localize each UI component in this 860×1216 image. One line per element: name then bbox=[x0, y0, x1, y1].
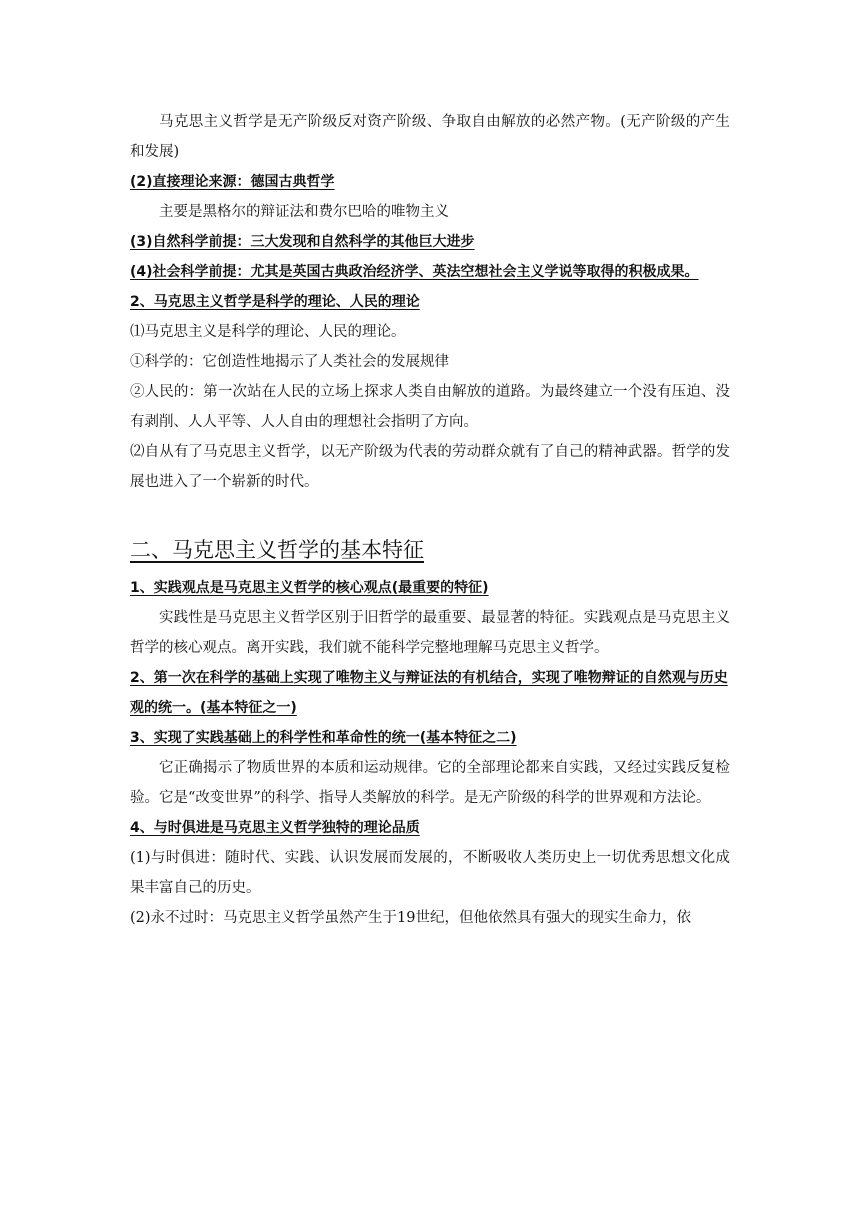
heading-natural-science-premise: (3)自然科学前提：三大发现和自然科学的其他巨大进步 bbox=[130, 234, 475, 250]
heading-materialism-dialectics: 2、第一次在科学的基础上实现了唯物主义与辩证法的有机结合，实现了唯物辩证的自然观与历史观的统一。(基本特征之一) bbox=[130, 670, 728, 716]
paragraph-practice-feature: 实践性是马克思主义哲学区别于旧哲学的最重要、最显著的特征。实践观点是马克思主义哲学的核心观点。离开实践，我们就不能科学完整地理解马克思主义哲学。 bbox=[130, 610, 730, 656]
heading-practice-core-view: 1、实践观点是马克思主义哲学的核心观点(最重要的特征) bbox=[130, 580, 489, 596]
heading-direct-theory-source: (2)直接理论来源：德国古典哲学 bbox=[130, 174, 335, 190]
heading-science-revolution-unity: 3、实现了实践基础上的科学性和革命性的统一(基本特征之二) bbox=[130, 730, 517, 746]
paragraph-hegel-feuerbach: 主要是黑格尔的辩证法和费尔巴哈的唯物主义 bbox=[159, 204, 449, 220]
section-title-basic-features: 二、马克思主义哲学的基本特征 bbox=[130, 538, 424, 562]
paragraph-proletariat-origin: 马克思主义哲学是无产阶级反对资产阶级、争取自由解放的必然产物。(无产阶级的产生和发展) bbox=[130, 114, 730, 160]
heading-social-science-premise: (4)社会科学前提：尤其是英国古典政治经济学、英法空想社会主义学说等取得的积极成果。 bbox=[130, 264, 699, 280]
paragraph-scientific-aspect: ①科学的：它创造性地揭示了人类社会的发展规律 bbox=[130, 354, 449, 370]
heading-keep-pace-with-times: 4、与时俱进是马克思主义哲学独特的理论品质 bbox=[130, 820, 420, 836]
paragraph-change-world: 它正确揭示了物质世界的本质和运动规律。它的全部理论都来自实践，又经过实践反复检验。它是“改变世界”的科学、指导人类解放的科学。是无产阶级的科学的世界观和方法论。 bbox=[130, 760, 730, 806]
section-gap bbox=[130, 497, 730, 533]
paragraph-people-aspect: ②人民的：第一次站在人民的立场上探求人类自由解放的道路。为最终建立一个没有压迫、没有剥削、人人平等、人人自由的理想社会指明了方向。 bbox=[130, 384, 730, 430]
paragraph-spiritual-weapon: ⑵自从有了马克思主义哲学，以无产阶级为代表的劳动群众就有了自己的精神武器。哲学的发展也进入了一个崭新的时代。 bbox=[130, 444, 730, 490]
paragraph-keep-pace-definition: (1)与时俱进：随时代、实践、认识发展而发展的，不断吸收人类历史上一切优秀思想文化成果丰富自己的历史。 bbox=[130, 850, 730, 896]
heading-scientific-people-theory: 2、马克思主义哲学是科学的理论、人民的理论 bbox=[130, 294, 420, 310]
paragraph-marxism-scientific: ⑴马克思主义是科学的理论、人民的理论。 bbox=[130, 324, 406, 340]
paragraph-never-outdated: (2)永不过时：马克思主义哲学虽然产生于19世纪，但他依然具有强大的现实生命力，依 bbox=[130, 910, 691, 926]
